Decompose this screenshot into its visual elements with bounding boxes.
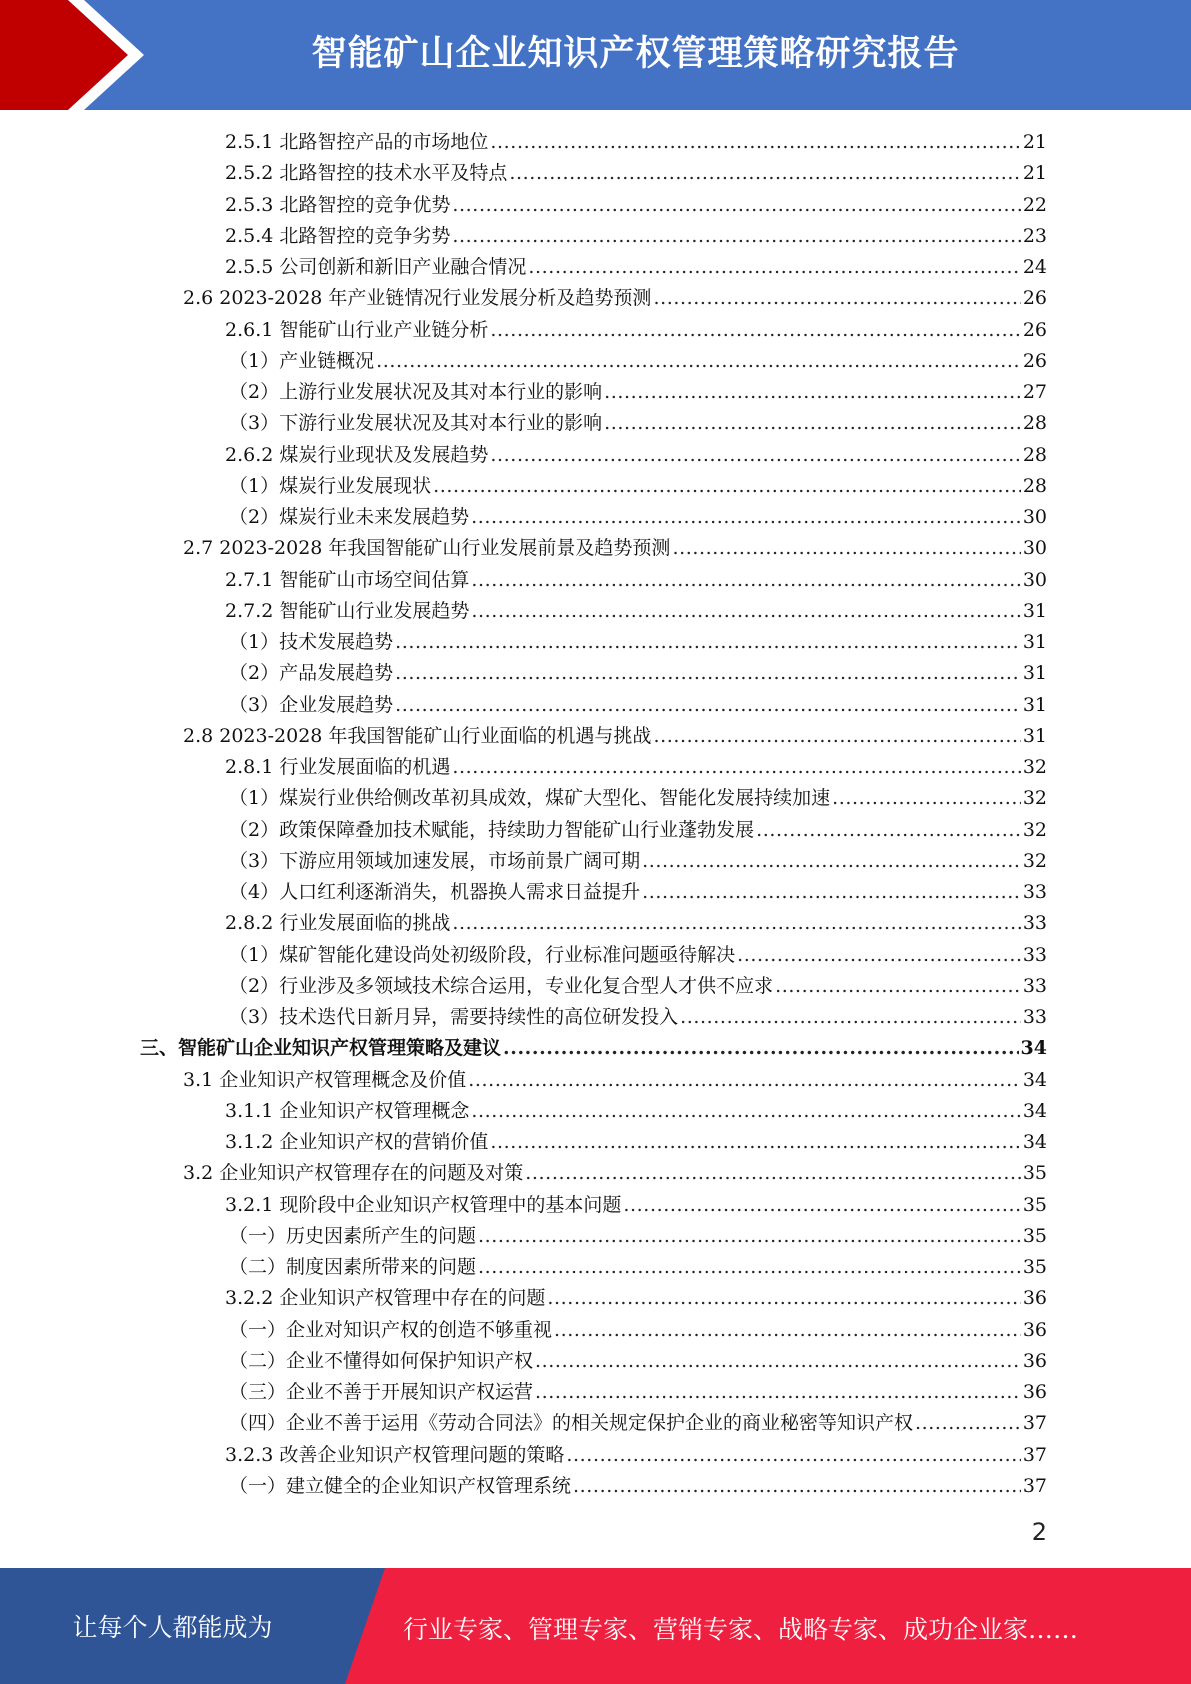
- toc-dot-leader: [528, 252, 1020, 283]
- toc-dot-leader: [680, 1002, 1021, 1033]
- toc-dot-leader: [535, 1377, 1021, 1408]
- toc-entry-page: 35: [1022, 1256, 1047, 1278]
- toc-entry-title: （1）技术发展趋势: [229, 631, 394, 653]
- toc-dot-leader: [573, 1471, 1021, 1502]
- toc-entry-page: 37: [1022, 1443, 1047, 1466]
- toc-entry[interactable]: [0, 1346, 1191, 1377]
- toc-dot-leader: [642, 846, 1021, 877]
- toc-entry[interactable]: [0, 1033, 1191, 1064]
- toc-entry-page: 24: [1022, 256, 1047, 278]
- toc-entry[interactable]: [0, 627, 1191, 658]
- toc-entry[interactable]: [0, 502, 1191, 533]
- toc-entry-page: 32: [1022, 787, 1047, 810]
- toc-entry[interactable]: [0, 846, 1191, 877]
- toc-dot-leader: [478, 1252, 1021, 1283]
- toc-entry-page: 33: [1022, 881, 1047, 903]
- toc-entry-title: 2.7 2023-2028 年我国智能矿山行业发展前景及趋势预测: [183, 537, 671, 560]
- toc-entry[interactable]: [0, 908, 1191, 939]
- toc-entry-title: 3.2.1 现阶段中企业知识产权管理中的基本问题: [225, 1193, 622, 1216]
- toc-entry-title: 2.8 2023-2028 年我国智能矿山行业面临的机遇与挑战: [183, 724, 652, 747]
- toc-dot-leader: [471, 1096, 1020, 1127]
- toc-entry[interactable]: [0, 158, 1191, 189]
- toc-entry-page: 36: [1022, 1318, 1047, 1341]
- toc-entry-title: 3.1.2 企业知识产权的营销价值: [225, 1131, 489, 1153]
- toc-dot-leader: [547, 1283, 1020, 1314]
- toc-entry-page: 21: [1022, 131, 1047, 153]
- toc-entry[interactable]: [0, 783, 1191, 814]
- toc-entry[interactable]: [0, 971, 1191, 1002]
- toc-entry-title: 3.2 企业知识产权管理存在的问题及对策: [183, 1162, 524, 1185]
- header-red-chevron: [0, 0, 160, 110]
- toc-entry-title: 2.7.1 智能矿山市场空间估算: [225, 568, 470, 591]
- toc-entry-title: 2.7.2 智能矿山行业发展趋势: [225, 599, 470, 622]
- toc-entry[interactable]: [0, 346, 1191, 377]
- toc-entry-page: 31: [1022, 599, 1047, 622]
- toc-dot-leader: [915, 1408, 1021, 1439]
- toc-entry-title: （四）企业不善于运用《劳动合同法》的相关规定保护企业的商业秘密等知识产权: [229, 1412, 914, 1435]
- toc-dot-leader: [604, 408, 1021, 439]
- toc-entry-page: 22: [1022, 193, 1047, 216]
- toc-entry-page: 27: [1022, 381, 1047, 403]
- toc-entry-title: （一）企业对知识产权的创造不够重视: [229, 1318, 553, 1341]
- toc-entry-title: （1）煤炭行业供给侧改革初具成效，煤矿大型化、智能化发展持续加速: [229, 787, 831, 810]
- toc-entry-title: 2.5.4 北路智控的竞争劣势: [225, 224, 451, 247]
- toc-entry-title: （三）企业不善于开展知识产权运营: [229, 1381, 534, 1403]
- toc-entry-title: 2.8.2 行业发展面临的挑战: [225, 912, 451, 935]
- header-banner: [0, 0, 1191, 110]
- toc-dot-leader: [775, 971, 1021, 1002]
- toc-dot-leader: [672, 533, 1020, 564]
- toc-dot-leader: [623, 1190, 1020, 1221]
- toc-entry-page: 36: [1022, 1381, 1047, 1403]
- toc-entry-page: 31: [1022, 662, 1047, 685]
- toc-entry-title: （1）煤矿智能化建设尚处初级阶段，行业标准问题亟待解决: [229, 943, 736, 966]
- toc-entry-page: 35: [1022, 1224, 1047, 1247]
- toc-entry[interactable]: [0, 940, 1191, 971]
- toc-entry-page: 31: [1022, 693, 1047, 716]
- toc-dot-leader: [395, 690, 1021, 721]
- toc-entry-page: 31: [1022, 724, 1047, 747]
- toc-entry-title: 2.6.1 智能矿山行业产业链分析: [225, 318, 489, 341]
- toc-dot-leader: [395, 658, 1021, 689]
- toc-entry[interactable]: [0, 315, 1191, 346]
- toc-entry-title: 三、智能矿山企业知识产权管理策略及建议: [140, 1037, 502, 1060]
- toc-entry[interactable]: [0, 1283, 1191, 1314]
- toc-entry-title: （1）煤炭行业发展现状: [229, 474, 432, 497]
- toc-entry[interactable]: [0, 721, 1191, 752]
- toc-entry[interactable]: [0, 1471, 1191, 1502]
- toc-entry[interactable]: [0, 408, 1191, 439]
- toc-entry[interactable]: [0, 1377, 1191, 1408]
- toc-dot-leader: [468, 1065, 1021, 1096]
- toc-dot-leader: [376, 346, 1021, 377]
- toc-entry-page: 31: [1022, 631, 1047, 653]
- toc-entry-title: 2.5.5 公司创新和新旧产业融合情况: [225, 256, 527, 278]
- toc-entry-page: 34: [1022, 1131, 1047, 1153]
- toc-entry[interactable]: [0, 877, 1191, 908]
- toc-entry[interactable]: [0, 1408, 1191, 1439]
- toc-entry[interactable]: [0, 252, 1191, 283]
- toc-dot-leader: [452, 752, 1020, 783]
- document-title: 智能矿山企业知识产权管理策略研究报告: [311, 34, 960, 74]
- toc-entry-title: （2）煤炭行业未来发展趋势: [229, 506, 470, 528]
- toc-entry[interactable]: [0, 1315, 1191, 1346]
- toc-entry-title: （2）政策保障叠加技术赋能，持续助力智能矿山行业蓬勃发展: [229, 818, 755, 841]
- toc-entry-title: 2.5.3 北路智控的竞争优势: [225, 193, 451, 216]
- toc-dot-leader: [535, 1346, 1021, 1377]
- toc-dot-leader: [471, 596, 1020, 627]
- toc-entry-title: 2.5.1 北路智控产品的市场地位: [225, 131, 489, 153]
- toc-dot-leader: [478, 1221, 1021, 1252]
- toc-dot-leader: [433, 471, 1021, 502]
- toc-entry-page: 32: [1022, 756, 1047, 778]
- toc-entry-page: 34: [1020, 1037, 1047, 1060]
- footer-banner: [0, 1568, 1191, 1684]
- toc-dot-leader: [832, 783, 1021, 814]
- toc-dot-leader: [471, 502, 1021, 533]
- toc-entry[interactable]: [0, 565, 1191, 596]
- toc-entry[interactable]: [0, 471, 1191, 502]
- toc-entry-page: 35: [1022, 1193, 1047, 1216]
- toc-dot-leader: [604, 377, 1021, 408]
- toc-dot-leader: [395, 627, 1021, 658]
- footer-slogan-left: 让每个人都能成为: [72, 1613, 273, 1642]
- toc-entry-title: 2.6 2023-2028 年产业链情况行业发展分析及趋势预测: [183, 287, 652, 310]
- toc-entry-title: （3）企业发展趋势: [229, 693, 394, 716]
- toc-entry[interactable]: [0, 533, 1191, 564]
- toc-entry-page: 30: [1022, 506, 1047, 528]
- toc-dot-leader: [509, 158, 1020, 189]
- page-number: 2: [1031, 1518, 1047, 1546]
- toc-entry-page: 32: [1022, 849, 1047, 872]
- toc-entry-title: （一）历史因素所产生的问题: [229, 1224, 477, 1247]
- toc-entry-title: （3）技术迭代日新月异，需要持续性的高位研发投入: [229, 1006, 679, 1028]
- toc-entry-page: 28: [1022, 474, 1047, 497]
- toc-dot-leader: [642, 877, 1021, 908]
- toc-entry-page: 34: [1022, 1099, 1047, 1122]
- toc-entry[interactable]: [0, 690, 1191, 721]
- toc-entry-page: 23: [1022, 224, 1047, 247]
- toc-entry-title: （一）建立健全的企业知识产权管理系统: [229, 1474, 572, 1497]
- toc-entry[interactable]: [0, 1221, 1191, 1252]
- toc-dot-leader: [471, 565, 1020, 596]
- toc-dot-leader: [452, 908, 1020, 939]
- toc-entry-title: （二）制度因素所带来的问题: [229, 1256, 477, 1278]
- toc-entry[interactable]: [0, 752, 1191, 783]
- toc-entry-title: 3.2.3 改善企业知识产权管理问题的策略: [225, 1443, 565, 1466]
- toc-entry[interactable]: [0, 596, 1191, 627]
- toc-dot-leader: [452, 190, 1020, 221]
- toc-entry-title: （2）行业涉及多领域技术综合运用，专业化复合型人才供不应求: [229, 974, 774, 997]
- toc-entry[interactable]: [0, 1065, 1191, 1096]
- toc-entry-title: （3）下游应用领域加速发展，市场前景广阔可期: [229, 849, 641, 872]
- toc-entry[interactable]: [0, 190, 1191, 221]
- toc-entry-title: 2.8.1 行业发展面临的机遇: [225, 756, 451, 778]
- toc-entry[interactable]: [0, 440, 1191, 471]
- toc-dot-leader: [653, 283, 1020, 314]
- toc-dot-leader: [737, 940, 1021, 971]
- toc-entry-page: 26: [1022, 318, 1047, 341]
- toc-entry-title: 2.6.2 煤炭行业现状及发展趋势: [225, 443, 489, 466]
- toc-dot-leader: [653, 721, 1020, 752]
- toc-dot-leader: [756, 815, 1021, 846]
- toc-entry-page: 35: [1022, 1162, 1047, 1185]
- toc-entry-page: 26: [1022, 287, 1047, 310]
- toc-entry-page: 33: [1022, 974, 1047, 997]
- toc-entry[interactable]: [0, 1158, 1191, 1189]
- toc-entry[interactable]: [0, 1096, 1191, 1127]
- toc-entry-title: （2）产品发展趋势: [229, 662, 394, 685]
- toc-entry[interactable]: [0, 283, 1191, 314]
- toc-dot-leader: [490, 127, 1020, 158]
- toc-entry-page: 33: [1022, 943, 1047, 966]
- table-of-contents: [0, 127, 1191, 1502]
- toc-entry[interactable]: [0, 815, 1191, 846]
- toc-dot-leader: [503, 1033, 1019, 1064]
- toc-dot-leader: [452, 221, 1020, 252]
- toc-entry[interactable]: [0, 377, 1191, 408]
- toc-dot-leader: [490, 315, 1020, 346]
- toc-entry[interactable]: [0, 1440, 1191, 1471]
- toc-entry-title: （4）人口红利逐渐消失，机器换人需求日益提升: [229, 881, 641, 903]
- toc-entry-page: 37: [1022, 1412, 1047, 1435]
- toc-entry-page: 34: [1022, 1068, 1047, 1091]
- toc-dot-leader: [566, 1440, 1020, 1471]
- footer-slogan-right: 行业专家、管理专家、营销专家、战略专家、成功企业家……: [402, 1615, 1078, 1644]
- toc-dot-leader: [490, 440, 1020, 471]
- toc-dot-leader: [554, 1315, 1021, 1346]
- toc-entry-title: 3.1.1 企业知识产权管理概念: [225, 1099, 470, 1122]
- toc-entry-page: 36: [1022, 1287, 1047, 1310]
- toc-entry[interactable]: [0, 1252, 1191, 1283]
- toc-entry-title: （1）产业链概况: [229, 349, 375, 372]
- toc-entry[interactable]: [0, 1002, 1191, 1033]
- toc-entry-title: 3.1 企业知识产权管理概念及价值: [183, 1068, 467, 1091]
- toc-entry-title: （二）企业不懂得如何保护知识产权: [229, 1349, 534, 1372]
- toc-entry[interactable]: [0, 221, 1191, 252]
- toc-entry[interactable]: [0, 127, 1191, 158]
- toc-entry-page: 37: [1022, 1474, 1047, 1497]
- toc-entry-page: 21: [1022, 162, 1047, 185]
- toc-entry-page: 28: [1022, 412, 1047, 435]
- toc-entry-page: 33: [1022, 912, 1047, 935]
- toc-entry-page: 36: [1022, 1349, 1047, 1372]
- toc-entry-page: 32: [1022, 818, 1047, 841]
- toc-entry[interactable]: [0, 1127, 1191, 1158]
- toc-entry-page: 26: [1022, 349, 1047, 372]
- toc-entry-title: 3.2.2 企业知识产权管理中存在的问题: [225, 1287, 546, 1310]
- toc-entry-title: （2）上游行业发展状况及其对本行业的影响: [229, 381, 603, 403]
- toc-entry-page: 33: [1022, 1006, 1047, 1028]
- toc-entry-title: 2.5.2 北路智控的技术水平及特点: [225, 162, 508, 185]
- toc-entry-title: （3）下游行业发展状况及其对本行业的影响: [229, 412, 603, 435]
- toc-dot-leader: [525, 1158, 1021, 1189]
- toc-entry-page: 30: [1022, 537, 1047, 560]
- toc-entry-page: 30: [1022, 568, 1047, 591]
- toc-entry-page: 28: [1022, 443, 1047, 466]
- toc-entry[interactable]: [0, 1190, 1191, 1221]
- toc-entry[interactable]: [0, 658, 1191, 689]
- toc-dot-leader: [490, 1127, 1020, 1158]
